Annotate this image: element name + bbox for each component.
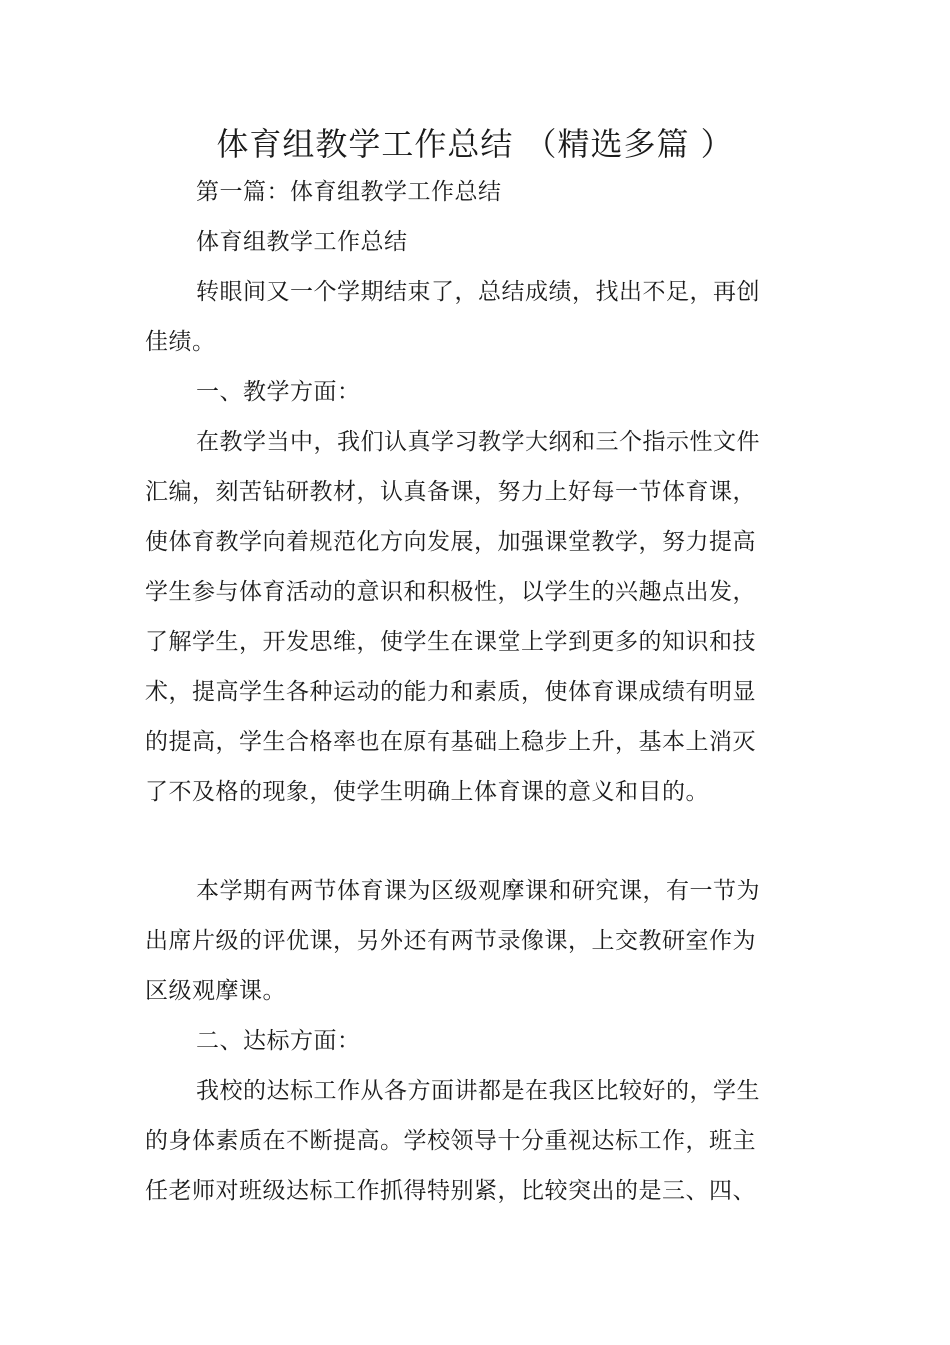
- paragraph-line: 本学期有两节体育课为区级观摩课和研究课，有一节为: [196, 878, 760, 904]
- paragraph-line: 学生参与体育活动的意识和积极性，以学生的兴趣点出发，: [145, 579, 756, 605]
- paragraph-line: 我校的达标工作从各方面讲都是在我区比较好的，学生: [196, 1078, 760, 1104]
- paragraph-line: 区级观摩课。: [145, 978, 286, 1004]
- paragraph-line: 佳绩。: [145, 329, 216, 355]
- section-heading-teaching: 一、教学方面：: [196, 379, 361, 405]
- paragraph-line: 的提高，学生合格率也在原有基础上稳步上升，基本上消灭: [145, 729, 756, 755]
- paragraph-line: 了不及格的现象，使学生明确上体育课的意义和目的。: [145, 779, 709, 805]
- paragraph-line: 使体育教学向着规范化方向发展，加强课堂教学，努力提高: [145, 529, 756, 555]
- paragraph-line: 了解学生，开发思维，使学生在课堂上学到更多的知识和技: [145, 629, 756, 655]
- paragraph-line: 的身体素质在不断提高。学校领导十分重视达标工作，班主: [145, 1128, 756, 1154]
- section-heading-standards: 二、达标方面：: [196, 1028, 361, 1054]
- paragraph-line: 转眼间又一个学期结束了，总结成绩，找出不足，再创: [196, 279, 760, 305]
- paragraph-line: 汇编，刻苦钻研教材，认真备课，努力上好每一节体育课，: [145, 479, 756, 505]
- section-subtitle: 体育组教学工作总结: [196, 229, 408, 255]
- paragraph-line: 术，提高学生各种运动的能力和素质，使体育课成绩有明显: [145, 679, 756, 705]
- document-title: 体育组教学工作总结 （精选多篇 ）: [216, 125, 734, 163]
- chapter-heading: 第一篇：体育组教学工作总结: [196, 179, 502, 205]
- paragraph-line: 出席片级的评优课，另外还有两节录像课，上交教研室作为: [145, 928, 756, 954]
- paragraph-line: 在教学当中，我们认真学习教学大纲和三个指示性文件: [196, 429, 760, 455]
- paragraph-line: 任老师对班级达标工作抓得特别紧，比较突出的是三、四、: [145, 1178, 756, 1204]
